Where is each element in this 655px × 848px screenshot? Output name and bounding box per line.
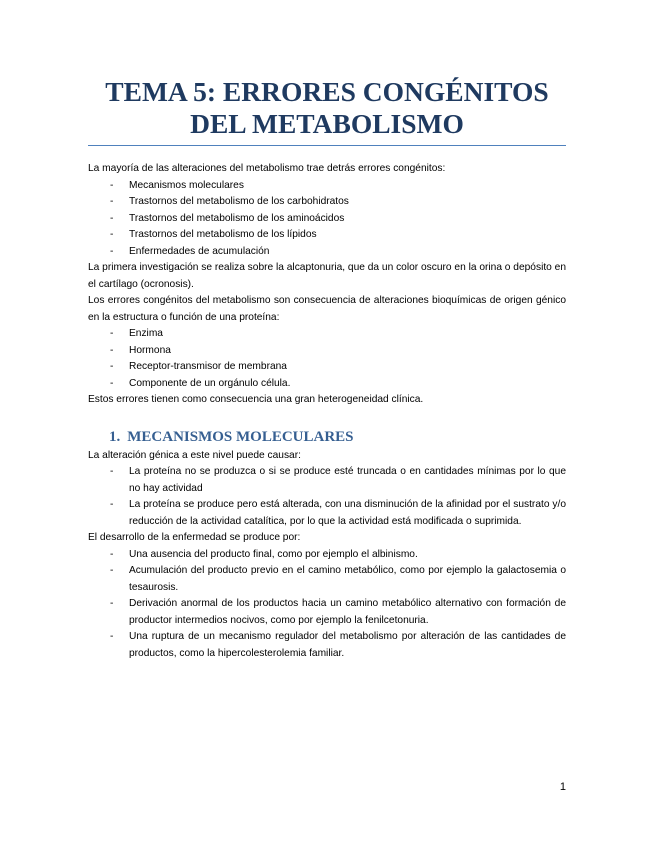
- bullet-dash: -: [110, 196, 114, 207]
- list-item: - Acumulación del producto previo en el camino metabólico, como por ejemplo la galactosemia o tesaurosis.: [110, 565, 566, 593]
- intro-list: [88, 178, 566, 261]
- errores-paragraph: Los errores congénitos del metabolismo son consecuencia de alteraciones bioquímicas de origen génico en la estructura o función de una proteína:: [88, 295, 566, 323]
- list-item: - Trastornos del metabolismo de los aminoácidos: [88, 211, 566, 228]
- list-item: - Derivación anormal de los productos hacia un camino metabólico alternativo con formación de productor intermedios nocivos, como por ejemplo la fenilcetonuria.: [110, 598, 566, 626]
- bullet-dash: -: [110, 361, 114, 372]
- bullet-dash: -: [110, 229, 114, 240]
- list-item: - Una ruptura de un mecanismo regulador del metabolismo por alteración de las cantidades de productos, como la hipercolesterolemia familiar.: [110, 631, 566, 659]
- bullet-dash: -: [110, 377, 114, 389]
- heterogeneidad-paragraph: Estos errores tienen como consecuencia una gran heterogeneidad clínica.: [88, 394, 424, 405]
- bullet-dash: -: [110, 245, 114, 257]
- list-item: - La proteína se produce pero está alterada, con una disminución de la afinidad por el sustrato y/o reducción de la actividad catalítica, por lo que la actividad está modificada o suprimida.: [110, 499, 566, 527]
- title-underline: [88, 145, 566, 146]
- list-item: - Componente de un orgánulo célula.: [88, 376, 566, 393]
- list-item: - Hormona: [88, 343, 566, 360]
- list-item: - Enzima: [88, 326, 566, 343]
- bullet-dash: -: [110, 548, 114, 560]
- causes-list: [88, 464, 566, 530]
- bullet-dash: -: [110, 631, 114, 642]
- list-item: - La proteína no se produzca o si se produce esté truncada o en cantidades mínimas por lo que no hay actividad: [110, 466, 566, 494]
- section-lead: La alteración génica a este nivel puede causar:: [88, 449, 301, 461]
- bullet-dash: -: [110, 179, 114, 191]
- bullet-dash: -: [110, 499, 114, 510]
- list-item: - Una ausencia del producto final, como por ejemplo el albinismo.: [88, 547, 566, 564]
- bullet-dash: -: [110, 328, 114, 339]
- protein-list: [88, 326, 566, 392]
- bullet-dash: -: [110, 598, 114, 609]
- intro-paragraph: La mayoría de las alteraciones del metabolismo trae detrás errores congénitos:: [88, 163, 446, 174]
- bullet-dash: -: [110, 565, 114, 576]
- section-title: MECANISMOS MOLECULARES: [127, 428, 354, 445]
- list-item: - Mecanismos moleculares: [88, 178, 566, 195]
- mechanisms-list: [88, 547, 566, 663]
- list-item: - Trastornos del metabolismo de los lípidos: [88, 227, 566, 244]
- section-lead-2: El desarrollo de la enfermedad se produce por:: [88, 532, 301, 543]
- section-number: 1.: [109, 428, 121, 445]
- bullet-dash: -: [110, 466, 114, 477]
- page-number: 1: [559, 781, 566, 793]
- alcaptonuria-paragraph: La primera investigación se realiza sobre la alcaptonuria, que da un color oscuro en la orina o depósito en el cartílago (ocronosis).: [88, 262, 566, 290]
- section-heading: [88, 427, 566, 447]
- document-body: [88, 161, 566, 662]
- bullet-dash: -: [110, 344, 114, 356]
- bullet-dash: -: [110, 212, 114, 224]
- page-title: TEMA 5: ERRORES CONGÉNITOS DEL METABOLISMO: [105, 76, 549, 139]
- list-item: - Trastornos del metabolismo de los carbohidratos: [88, 194, 566, 211]
- list-item: - Receptor-transmisor de membrana: [88, 359, 566, 376]
- list-item: - Enfermedades de acumulación: [88, 244, 566, 261]
